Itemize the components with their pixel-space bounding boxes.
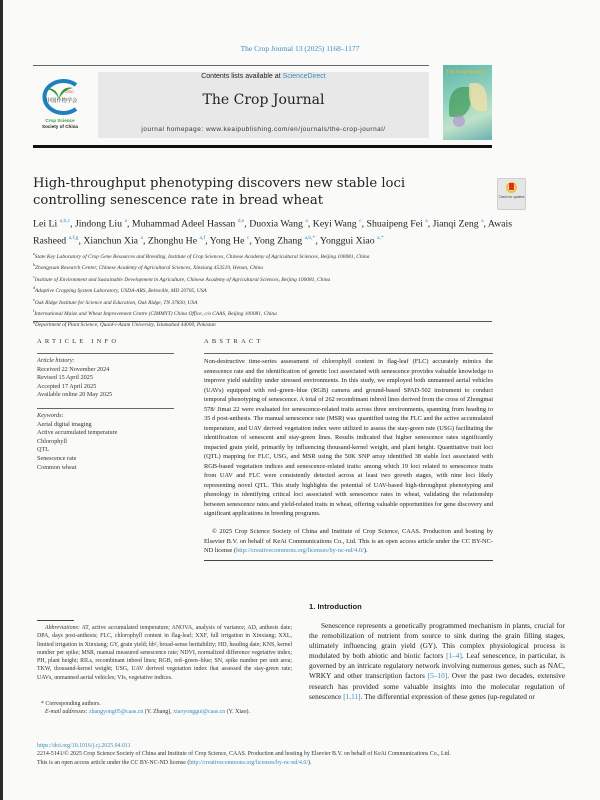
author-affiliation-marker[interactable]: a xyxy=(124,218,127,224)
abbreviations-footnote xyxy=(37,624,292,682)
logo-cssc-text: CSSC xyxy=(65,90,74,94)
author-affiliation-marker[interactable]: a,* xyxy=(377,235,384,242)
cover-title: The Crop Journal xyxy=(446,70,485,75)
author-name[interactable]: Yong Zhang xyxy=(253,235,303,247)
open-access-text: This is an open access article under the CC BY-NC-ND license ( xyxy=(37,759,190,766)
open-access-end: ). xyxy=(307,759,312,766)
keywords xyxy=(37,412,177,472)
email-label: E-mail addresses: xyxy=(45,709,88,716)
author-affiliation-marker[interactable]: d,e xyxy=(237,218,245,224)
society-name-line1: Crop Science xyxy=(45,118,75,123)
contents-available xyxy=(98,73,429,80)
society-name xyxy=(30,118,90,130)
author-affiliation-marker[interactable]: a,f xyxy=(199,235,206,242)
author-name[interactable]: Shuaipeng Fei xyxy=(366,218,423,230)
copyright-text: © 2025 Crop Science Society of China and Institute of Crop Science, CAAS. Production and hosting by Elsevier B.V. on behalf of KeAi Communications Co., Ltd. This is an open access article under the CC BY-NC-ND license ( xyxy=(204,528,493,554)
journal-citation[interactable]: The Crop Journal 13 (2025) 1168–1177 xyxy=(240,44,360,53)
affiliation-text: Institute of Environment and Sustainable Development in Agriculture, Chinese Academy of Agricultural Sciences, Beijing 100081, China xyxy=(34,276,331,283)
author-name[interactable]: Keyi Wang xyxy=(312,218,357,230)
affiliation-text: International Maize and Wheat Improvement Centre (CIMMYT) China Office, c/o CAAS, Beijing 100081, China xyxy=(34,310,277,317)
email-link-zhang[interactable]: zhangyong05@caas.cn xyxy=(88,709,144,716)
affiliation-text: Oak Ridge Institute for Science and Education, Oak Ridge, TN 37830, USA xyxy=(34,299,198,306)
author-name[interactable]: Jianqi Zeng xyxy=(432,218,479,230)
author-affiliation-marker[interactable]: a,b,c xyxy=(59,218,71,224)
email-link-xiao[interactable]: xiaoyonggui@caas.cn xyxy=(173,709,226,716)
keyword-item: Senescence rate xyxy=(37,454,77,462)
society-name-line2: Society of China xyxy=(42,124,78,129)
check-for-updates-button[interactable] xyxy=(497,178,526,210)
abstract-text: Non-destructive time-series assessment of chlorophyll content in flag-leaf (FLC) accurately mimics the senescence rate and the identification of genetic loci associated with senescence provides valuable knowledge to improve yield stability under stressed environments. In this study, we employed both unmanned aerial vehicles (UAVs) equipped with red–green–blue (RGB) camera and ground-based SPAD-502 instrument to conduct temporal phenotyping of senescence. A total of 262 recombinant inbred lines derived from the cross of Zhongmai 578/ Jimai 22 were evaluated for senescence-related traits across three environments, spanning from heading to 35 d post-anthesis. The manual senescence rate (MSR) was quantified using the FLC and the active accumulated temperature, and UAV derived vegetation index were utilized to assess the stay-green rate (USG) facilitating the identification of senescent and stay-green lines. Results indicated that higher senescence rates significantly impacted grain yield, primarily by influencing thousand-kernel weight, and plant height. Quantitative trait loci (QTL) mapping for FLC, USG, and MSR using the 50K SNP array identified 38 stable loci associated with RGB-based vegetation indices and senescence-related traits: among which 19 loci related to senescence traits from UAV and FLC were consistently detected across at least two growth stages, with nine loci likely representing novel QTL. This study highlights the potential of UAV-based high-throughput phenotyping and phenology in identifying critical loci associated with senescence rates in wheat, validating the relationship between senescence rates and yield-related traits in wheat, offering valuable opportunities for gene discovery and significant applications in breeding programs. xyxy=(204,358,493,517)
affiliation-item xyxy=(33,296,533,307)
introduction-segment: . The differential expression of these genes (up-regulated or xyxy=(360,691,535,701)
author-name[interactable]: Duoxia Wang xyxy=(249,218,303,230)
abstract-rule xyxy=(204,353,493,354)
citation-reference[interactable]: [1,11] xyxy=(343,691,361,701)
crossmark-flag-icon xyxy=(509,183,514,190)
doi-link[interactable]: https://doi.org/10.1016/j.cj.2025.04.011 xyxy=(37,743,131,749)
author-affiliation-marker[interactable]: c xyxy=(359,218,362,224)
author-name[interactable]: Xianchun Xia xyxy=(83,235,139,247)
author-name[interactable]: Awais Rasheed xyxy=(33,218,513,247)
society-logo-icon xyxy=(36,77,84,117)
affiliation-text: Zhongyuan Research Center, Chinese Academy of Agricultural Sciences, Xinxiang 453519, Henan, China xyxy=(35,265,263,272)
article-info-heading: ARTICLE INFO xyxy=(37,338,120,345)
corresponding-authors-note: * Corresponding authors. xyxy=(41,701,101,707)
abbreviations-label: Abbreviations: xyxy=(45,625,80,631)
license-link[interactable]: http://creativecommons.org/licenses/by-nc-nd/4.0/ xyxy=(236,547,364,554)
affiliation-key: b xyxy=(33,262,35,268)
affiliation-key: c xyxy=(33,273,35,279)
author-affiliation-marker[interactable]: c xyxy=(246,235,250,242)
cover-flower-graphic xyxy=(453,115,465,127)
introduction-segment: . Leaf senescence, in particular, is governed by an intricate regulatory network involving numerous genes, such as NAC, WRKY and other transcription factors xyxy=(309,651,566,681)
article-history xyxy=(37,357,177,400)
citation-reference[interactable]: [1–4] xyxy=(446,651,462,661)
footer-license-link[interactable]: http://creativecommons.org/licenses/by-nc-nd/4.0/ xyxy=(189,759,308,766)
abstract-copyright xyxy=(204,527,493,556)
affiliation-key: e xyxy=(33,296,35,302)
history-item: Revised 15 April 2025 xyxy=(37,374,93,382)
history-item: Accepted 17 April 2025 xyxy=(37,382,97,390)
author-affiliation-marker[interactable]: a,f,g xyxy=(68,235,79,242)
author-name[interactable]: Lei Li xyxy=(33,218,58,230)
author-name[interactable]: Yonggui Xiao xyxy=(319,235,375,247)
contents-prefix: Contents lists available at xyxy=(201,73,283,80)
author-affiliation-marker[interactable]: a xyxy=(140,235,143,242)
affiliation-item xyxy=(33,273,533,284)
author-name[interactable]: Muhammad Adeel Hassan xyxy=(131,218,236,230)
affiliation-text: State Key Laboratory of Crop Gene Resources and Breeding, Institute of Crop Sciences, Chinese Academy of Agricultural Sciences, Beijing 100081, China xyxy=(34,253,370,260)
affiliation-list xyxy=(33,250,533,330)
email-name-xiao: (Y. Xiao). xyxy=(225,709,250,716)
issn-line: 2214-5141/© 2025 Crop Science Society of China and Institute of Crop Science, CAAS. Production and hosting by Elsevier B.V. on behalf of KeAi Communications Co., Ltd. xyxy=(37,751,451,758)
author-name[interactable]: Jindong Liu xyxy=(74,218,123,230)
abstract-end-rule xyxy=(204,560,493,561)
author-affiliation-marker[interactable]: a xyxy=(305,218,308,224)
article-title: High-throughput phenotyping discovers new stable loci controlling senescence rate in bread wheat xyxy=(33,176,406,208)
introduction-text xyxy=(309,621,565,702)
affiliation-item xyxy=(33,250,533,261)
footnote-rule xyxy=(37,620,74,621)
keyword-item: QTL xyxy=(37,446,50,454)
cover-leaf-graphic xyxy=(469,83,487,111)
citation-reference[interactable]: [5–10] xyxy=(427,671,448,681)
affiliation-item xyxy=(33,284,533,295)
affiliation-key: d xyxy=(33,285,35,291)
author-affiliation-marker[interactable]: a,b,* xyxy=(304,235,316,242)
keyword-item: Aerial digital imaging xyxy=(37,420,92,428)
author-affiliation-marker[interactable]: a xyxy=(481,218,484,224)
history-item: Available online 20 May 2025 xyxy=(37,391,113,399)
affiliation-item xyxy=(33,261,533,272)
affiliation-item xyxy=(33,307,533,318)
abbreviations-text: AT, active accumulated temperature; ANOVA, analysis of variance; AD, anthesis date; DPA, days post-anthesis; FLC, chlorophyll content in flag-leaf; XXF, full irrigation in Xinxiang; XXL, limited irrigation in Xinxiang; GY, grain yield; hb², broad-sense heritability; HD, heading date; KNS, kernel number per spike; MSR, manual measured senescence rate; NDVI, normalized difference vegetative index; PH, plant height; RILs, recombinant inbred lines; RGB, red–green–blue; SN, spike number per unit area; TKW, thousand-kernel weight; USG, UAV derived vegetation index that assessed the stay-green rate; UAVs, unmanned aerial vehicles; VIs, vegetative indices. xyxy=(37,625,292,681)
affiliation-key: a xyxy=(33,251,35,256)
author-name[interactable]: Zhonghu He xyxy=(147,235,198,247)
keyword-item: Common wheat xyxy=(37,463,77,471)
history-item: Received 22 November 2024 xyxy=(37,365,110,373)
email-name-zhang: (Y. Zhang), xyxy=(143,709,174,716)
history-label: Article history: xyxy=(37,357,75,364)
corresponding-footnote xyxy=(37,700,292,717)
email-addresses xyxy=(37,708,292,716)
article-info-rule xyxy=(37,353,174,354)
header-thick-rule xyxy=(33,145,492,148)
copyright-end: ). xyxy=(363,547,368,554)
abstract-heading: ABSTRACT xyxy=(204,338,264,345)
introduction-segment: Senescence represents a genetically programmed mechanism in plants, crucial for the remobilization of nutrient from source to sink during the grain filling stages, ultimately influencing grain yield (GY). This complex physiological process is modulated by both abiotic and biotic factors xyxy=(309,621,565,661)
affiliation-key: f xyxy=(33,307,35,313)
author-name[interactable]: Yong He xyxy=(209,235,245,247)
journal-homepage[interactable]: journal homepage: www.keaipublishing.com/en/journals/the-crop-journal/ xyxy=(141,126,386,133)
header-rule xyxy=(33,65,429,66)
keywords-label: Keywords: xyxy=(37,412,64,419)
affiliation-text: Adaptive Cropping System Laboratory, USDA-ARS, Beltsville, MD 20705, USA xyxy=(35,287,207,294)
crossmark-label: Check for updates xyxy=(498,195,525,199)
sciencedirect-link[interactable]: ScienceDirect xyxy=(282,73,326,80)
introduction-segment: . Over the past two decades, extensive research has provided some valuable insights into the molecular regulation of senescence xyxy=(309,671,565,701)
crop-science-society-logo xyxy=(36,77,84,117)
journal-cover-image xyxy=(443,65,492,140)
keyword-item: Active accumulated temperature xyxy=(37,429,118,437)
journal-title: The Crop Journal xyxy=(202,92,325,108)
keywords-rule xyxy=(37,408,174,409)
author-affiliation-marker[interactable]: a xyxy=(425,218,428,224)
cover-leaf-graphic xyxy=(449,87,471,117)
doi-block xyxy=(37,742,557,767)
keyword-item: Chlorophyll xyxy=(37,437,67,445)
affiliation-text: Department of Plant Science, Quaid-i-Azam University, Islamabad 44000, Pakistan xyxy=(35,322,216,329)
introduction-heading: 1. Introduction xyxy=(309,602,362,611)
logo-chinese-text: 中国作物学会 xyxy=(46,98,78,104)
section-rule xyxy=(33,321,492,322)
author-list: Lei Li $^{a,b,c}$, Jindong Liu $^a$, Muhammad Adeel Hassan $^{d,e}$, Duoxia Wang $^a$, Keyi Wang $^c$, Shuaipeng Fei $^a$, Jianqi Zeng $^a$, Awais Rasheed $^{a,f,g}$, Xianchun Xia $^a$, Zhonghu He $^{a,f}$, Yong He $^c$, Yong Zhang $^{a,b,*}$, Yonggui Xiao $^{a,*}$ xyxy=(33,218,513,247)
